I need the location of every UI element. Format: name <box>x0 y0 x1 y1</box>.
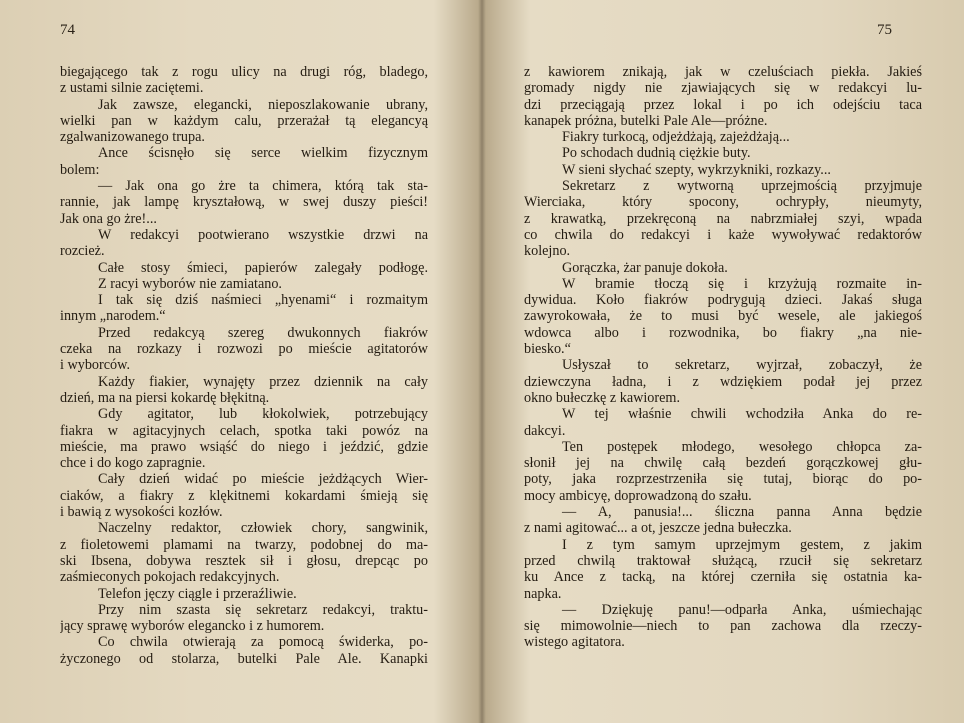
text-line: I z tym samym uprzejmym gestem, z jakim <box>562 536 922 553</box>
text-line: I tak się dziś naśmieci „hyenami“ i rozmaitym <box>98 292 428 309</box>
text-line: kanapek próżna, butelki Pale Ale—próżne. <box>524 112 768 129</box>
text-line: ku Ance z tacką, na której czerniła się ostatnia ka- <box>524 569 922 586</box>
text-line: Po schodach dudnią ciężkie buty. <box>562 145 751 162</box>
text-line: z ustami silnie zaciętemi. <box>60 80 204 97</box>
text-line: rozcież. <box>60 243 105 260</box>
text-line: z nami agitować... a ot, jeszcze jedna bułeczka. <box>524 520 792 537</box>
text-line: Jak ona go żre!... <box>60 210 157 227</box>
text-line: dzień, ma na piersi kokardę błękitną. <box>60 389 270 406</box>
text-line: Jak zawsze, elegancki, nieposzlakowanie ubrany, <box>98 96 428 113</box>
text-line: wielki pan w każdym calu, przerażał tą elegancyą <box>60 112 428 129</box>
right-page-text <box>524 64 922 651</box>
text-line: dakcyi. <box>524 422 566 439</box>
text-line: innym „narodem.“ <box>60 308 166 325</box>
text-line: Naczelny redaktor, człowiek chory, sangwinik, <box>98 520 428 537</box>
text-line: napka. <box>524 585 562 602</box>
text-line: Ten postępek młodego, wesołego chłopca za- <box>562 438 922 455</box>
text-line: W tej właśnie chwili wchodziła Anka do re- <box>562 406 922 423</box>
left-page <box>0 0 480 723</box>
text-line: Sekretarz z wytworną uprzejmością przyjmuje <box>562 178 922 195</box>
text-line: fiakra w agitacyjnych celach, spotka taki powóz na <box>60 422 428 439</box>
text-line: Gorączka, żar panuje dokoła. <box>562 259 728 276</box>
left-page-number: 74 <box>60 22 75 38</box>
text-line: z fioletowemi plamami na twarzy, podobnej do ma- <box>60 536 428 553</box>
left-page-text <box>60 64 428 667</box>
text-line: rannie, jak lampę kryształową, w swej duszy pieści! <box>60 194 428 211</box>
text-line: słonił jej na chwilę całą bezdeń gorączkowej głu- <box>524 455 922 472</box>
text-line: i bawią z wysokości kozłów. <box>60 504 223 521</box>
text-line: Przy nim szasta się sekretarz redakcyi, traktu- <box>98 601 428 618</box>
text-line: Całe stosy śmieci, papierów zalegały podłogę. <box>98 259 428 276</box>
text-line: zawyrokowała, że to musi być wesele, ale jakiegoś <box>524 308 922 325</box>
text-line: jący sprawę wyborów elegancko i z humorem. <box>60 618 325 635</box>
text-line: Gdy agitator, lub kłokolwiek, potrzebujący <box>98 406 428 423</box>
text-line: — Dziękuję panu!—odparła Anka, uśmiechając <box>562 601 922 618</box>
text-line: Wierciaka, który spocony, ochrypły, nieumyty, <box>524 194 922 211</box>
text-line: dywidua. Koło fiakrów podrygują dzieci. Jakaś sługa <box>524 292 922 309</box>
text-line: dziewczyna ładna, i z wdziękiem podał jej przez <box>524 373 922 390</box>
text-line: kolejno. <box>524 243 571 260</box>
text-line: — A, panusia!... śliczna panna Anna będzie <box>562 504 922 521</box>
text-line: chce i do kogo zapragnie. <box>60 455 206 472</box>
right-page <box>484 0 964 723</box>
text-line: czeka na rozkazy i rozwozi po mieście agitatorów <box>60 341 428 358</box>
text-line: Fiakry turkocą, odjeżdżają, zajeżdżają... <box>562 129 790 146</box>
text-line: ciaków, a fiakry z klękitnemi kokardami śmieją się <box>60 487 428 504</box>
text-line: biesko.“ <box>524 341 571 358</box>
text-line: Telefon jęczy ciągle i przeraźliwie. <box>98 585 297 602</box>
text-line: okno bułeczkę z kawiorem. <box>524 389 681 406</box>
text-line: W bramie tłoczą się i krzyżują rozmaite in- <box>562 275 922 292</box>
text-line: się mimowolnie—niech to pan zachowa dla rzeczy- <box>524 618 922 635</box>
text-line: i wyborców. <box>60 357 131 374</box>
text-line: Z racyi wyborów nie zamiatano. <box>98 275 282 292</box>
right-page-number: 75 <box>877 22 892 38</box>
text-line: Przed redakcyą szereg dwukonnych fiakrów <box>98 324 428 341</box>
text-line: Cały dzień widać po mieście jeżdżących Wier- <box>98 471 428 488</box>
text-line: biegającego tak z rogu ulicy na drugi róg, bladego, <box>60 64 428 80</box>
text-line: poty, jaka rozprzestrzeniła się tutaj, biorąc do po- <box>524 471 922 488</box>
text-line: ski Ibsena, dobywa resztek sił i głosu, drepcąc po <box>60 552 428 569</box>
text-line: z krawatką, przekręconą na nabrzmiałej szyi, wpada <box>524 210 922 227</box>
text-line: wdowca albo i rozwodnika, bo fiakry „na nie- <box>524 324 922 341</box>
text-line: W redakcyi pootwierano wszystkie drzwi na <box>98 226 428 243</box>
text-line: mieście, ma prawo wsiąść do niego i jeździć, gdzie <box>60 438 428 455</box>
text-line: bolem: <box>60 161 100 178</box>
text-line: zaśmieconych pokojach redakcyjnych. <box>60 569 280 586</box>
text-line: W sieni słychać szepty, wykrzykniki, rozkazy... <box>562 161 831 178</box>
text-line: z kawiorem znikają, jak w czeluściach piekła. Jakieś <box>524 64 922 80</box>
text-line: wistego agitatora. <box>524 634 625 651</box>
text-line: Każdy fiakier, wynajęty przez dziennik na cały <box>98 373 428 390</box>
text-line: Ance ścisnęło się serce wielkim fizycznym <box>98 145 428 162</box>
text-line: — Jak ona go żre ta chimera, którą tak sta- <box>98 178 428 195</box>
text-line: dzi przeciągają przez lokal i po ich odejściu taca <box>524 96 922 113</box>
text-line: mocy ambicyę, doprowadzoną do szału. <box>524 487 752 504</box>
text-line: życzonego od stolarza, butelki Pale Ale. Kanapki <box>60 650 428 667</box>
text-line: Co chwila otwierają za pomocą świderka, po- <box>98 634 428 651</box>
text-line: przed chwilą traktował służącą, rzucił się sekretarz <box>524 552 922 569</box>
text-line: co chwila do redakcyi i każe wywoływać redaktorów <box>524 226 922 243</box>
text-line: Usłyszał to sekretarz, wyjrzał, zobaczył, że <box>562 357 922 374</box>
text-line: zgalwanizowanego trupa. <box>60 129 205 146</box>
text-line: gromady nigdy nie zjawiających się w redakcyi lu- <box>524 80 922 97</box>
